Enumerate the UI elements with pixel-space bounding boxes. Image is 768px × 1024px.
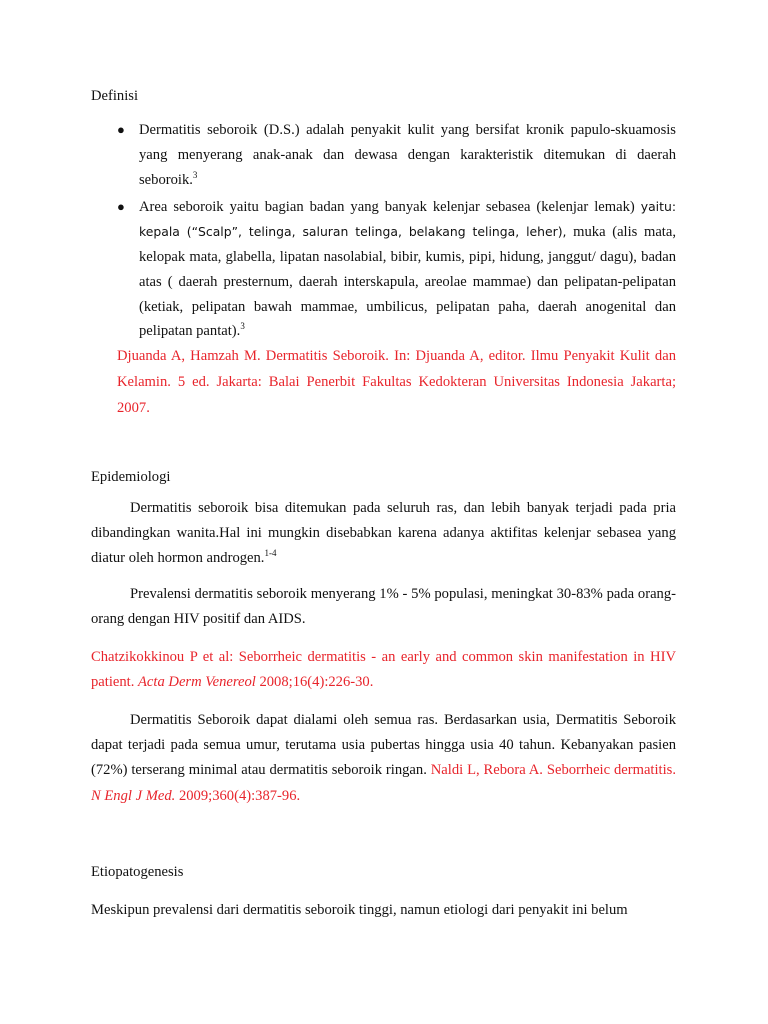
epidemiologi-paragraph-3-text: Dermatitis Seboroik dapat dialami oleh semua ras. Berdasarkan usia, Dermatitis Seboroik dapat terjadi pada semua umur, terutama usia pubertas hingga usia 40 tahun. Kebanyakan pasien (72%) terserang minimal atau dermatitis seboroik ringan. [91,712,676,779]
epidemiologi-reference-2-citation: 2009;360(4):387-96. [175,787,301,804]
bullet-dot-icon: ● [117,199,125,215]
epidemiologi-reference-1-authors: Chatzikokkinou P et al: Seborrheic dermatitis - an early and common skin manifestation in HIV patient. [91,649,676,691]
definisi-bullet-list [91,118,676,347]
epidemiologi-paragraph-1 [91,496,676,572]
definisi-bullet-2-sans-part: yaitu: kepala (“Scalp”, telinga, saluran telinga, belakang telinga, leher), [139,199,676,240]
definisi-reference: Djuanda A, Hamzah M. Dermatitis Seboroik. In: Djuanda A, editor. Ilmu Penyakit Kulit dan Kelamin. 5 ed. Jakarta: Balai Penerbit Fakultas Kedokteran Universitas Indonesia Jakarta; 2007. [117,348,676,416]
citation-superscript: 3 [240,321,245,332]
definisi-bullet-1 [91,118,676,192]
epidemiologi-reference-1-journal: Acta Derm Venereol [138,674,256,691]
epidemiologi-paragraph-1-text: Dermatitis seboroik bisa ditemukan pada seluruh ras, dan lebih banyak terjadi pada pria dibandingkan wanita.Hal ini mungkin disebabkan karena adanya aktifitas kelenjar sebasea yang diatur oleh hormon androgen. [91,500,676,567]
citation-superscript: 1-4 [264,548,277,559]
definisi-bullet-1-text: Dermatitis seboroik (D.S.) adalah penyakit kulit yang bersifat kronik papulo-skuamosis yang menyerang anak-anak dan dewasa dengan karakteristik ditemukan di daerah seboroik. [139,122,676,188]
heading-etiopatogenesis: Etiopatogenesis [91,864,184,880]
epidemiologi-reference-1 [91,645,676,695]
citation-superscript: 3 [192,169,198,180]
epidemiologi-reference-1-citation: 2008;16(4):226-30. [255,674,374,691]
epidemiologi-reference-2-authors: Naldi L, Rebora A. Seborrheic dermatitis. [430,762,676,779]
heading-epidemiologi: Epidemiologi [91,469,171,485]
definisi-bullet-2-rest: muka (alis mata, kelopak mata, glabella, lipatan nasolabial, bibir, kumis, pipi, hidung, janggut/ dagu), badan atas ( daerah presternum, daerah interskapula, areolae mammae) dan pelipatan-pelipatan (ketiak, pelipatan bawah mammae, umbilicus, pelipatan paha, daerah anogenital dan pelipatan pantat). [139,224,676,340]
definisi-bullet-2-lead: Area seboroik yaitu bagian badan yang banyak kelenjar sebasea (kelenjar lemak) [139,199,635,216]
definisi-bullet-2 [91,195,676,344]
bullet-dot-icon: ● [117,122,125,137]
etiopatogenesis-paragraph-1: Meskipun prevalensi dari dermatitis seboroik tinggi, namun etiologi dari penyakit ini belum [91,902,628,918]
epidemiologi-reference-2-journal: N Engl J Med. [91,787,176,804]
heading-definisi: Definisi [91,88,139,104]
epidemiologi-paragraph-2: Prevalensi dermatitis seboroik menyerang 1% - 5% populasi, meningkat 30-83% pada orang-orang dengan HIV positif dan AIDS. [91,586,676,628]
epidemiologi-paragraph-3 [91,708,676,809]
